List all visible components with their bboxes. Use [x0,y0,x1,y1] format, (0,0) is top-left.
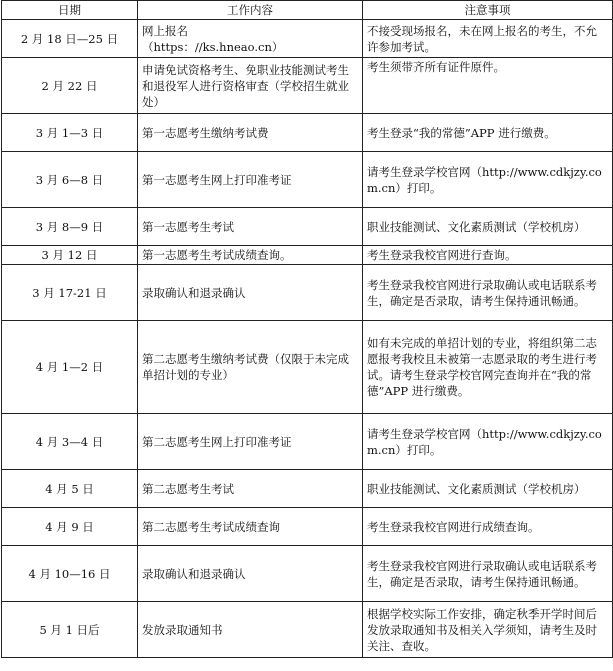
row-content: 录取确认和退录确认 [138,546,363,602]
table-row [2,265,613,321]
header-content: 工作内容 [138,1,363,20]
table-row [2,152,613,208]
row-content: 第二志愿考生网上打印准考证 [138,414,363,470]
row-date: 3 月 6—8 日 [2,152,138,208]
header-date: 日期 [2,1,138,20]
table-row [2,246,613,265]
row-notes: 考生登录“我的常德”APP 进行缴费。 [363,114,613,152]
row-content: 第一志愿考生考试成绩查询。 [138,246,363,265]
table-row [2,414,613,470]
row-date: 3 月 1—3 日 [2,114,138,152]
row-date: 4 月 5 日 [2,470,138,508]
table-row [2,20,613,58]
row-content: 第一志愿考生考试 [138,208,363,246]
row-notes: 职业技能测试、文化素质测试（学校机房） [363,470,613,508]
row-date: 4 月 9 日 [2,508,138,546]
row-notes: 考生登录我校官网进行查询。 [363,246,613,265]
row-content [138,20,363,58]
row-notes: 考生登录我校官网进行录取确认或电话联系考生，确定是否录取，请考生保持通讯畅通。 [363,546,613,602]
table-row [2,546,613,602]
row-notes: 考生须带齐所有证件原件。 [363,58,613,114]
row-notes: 考生登录我校官网进行录取确认或电话联系考生，确定是否录取，请考生保持通讯畅通。 [363,265,613,321]
row-notes: 请考生登录学校官网（http://www.cdkjzy.com.cn）打印。 [363,414,613,470]
row-date: 2 月 22 日 [2,58,138,114]
row-notes: 如有未完成的单招计划的专业，将组织第二志愿报考我校且未被第一志愿录取的考生进行考试。请考生登录学校官网完查询并在“我的常德”APP 进行缴费。 [363,321,613,414]
row-date: 4 月 1—2 日 [2,321,138,414]
table-row [2,508,613,546]
row-date: 3 月 12 日 [2,246,138,265]
row-date: 3 月 8—9 日 [2,208,138,246]
row-date: 2 月 18 日—25 日 [2,20,138,58]
row-notes: 考生登录我校官网进行成绩查询。 [363,508,613,546]
schedule-table [1,0,613,658]
row-notes: 请考生登录学校官网（http://www.cdkjzy.com.cn）打印。 [363,152,613,208]
header-notes: 注意事项 [363,1,613,20]
row-content: 录取确认和退录确认 [138,265,363,321]
row-date: 4 月 3—4 日 [2,414,138,470]
row-content: 第一志愿考生缴纳考试费 [138,114,363,152]
row-content-line: 网上报名 （https：//ks.hneao.cn） [142,23,284,54]
header-row [2,1,613,20]
table-row [2,470,613,508]
row-date: 5 月 1 日后 [2,602,138,658]
table-row [2,114,613,152]
table-row [2,58,613,114]
row-content: 第二志愿考生考试成绩查询 [138,508,363,546]
row-content: 第二志愿考生考试 [138,470,363,508]
row-content: 发放录取通知书 [138,602,363,658]
table-row [2,208,613,246]
row-notes: 职业技能测试、文化素质测试（学校机房） [363,208,613,246]
table-row [2,321,613,414]
row-content: 第一志愿考生网上打印准考证 [138,152,363,208]
row-content: 申请免试资格考生、免职业技能测试考生和退役军人进行资格审查（学校招生就业处） [138,58,363,114]
table-row [2,602,613,658]
row-content: 第二志愿考生缴纳考试费（仅限于未完成单招计划的专业） [138,321,363,414]
row-notes: 不接受现场报名，未在网上报名的考生，不允许参加考试。 [363,20,613,58]
row-date: 4 月 10—16 日 [2,546,138,602]
row-notes: 根据学校实际工作安排，确定秋季开学时间后发放录取通知书及相关入学须知，请考生及时关注、查收。 [363,602,613,658]
row-date: 3 月 17-21 日 [2,265,138,321]
